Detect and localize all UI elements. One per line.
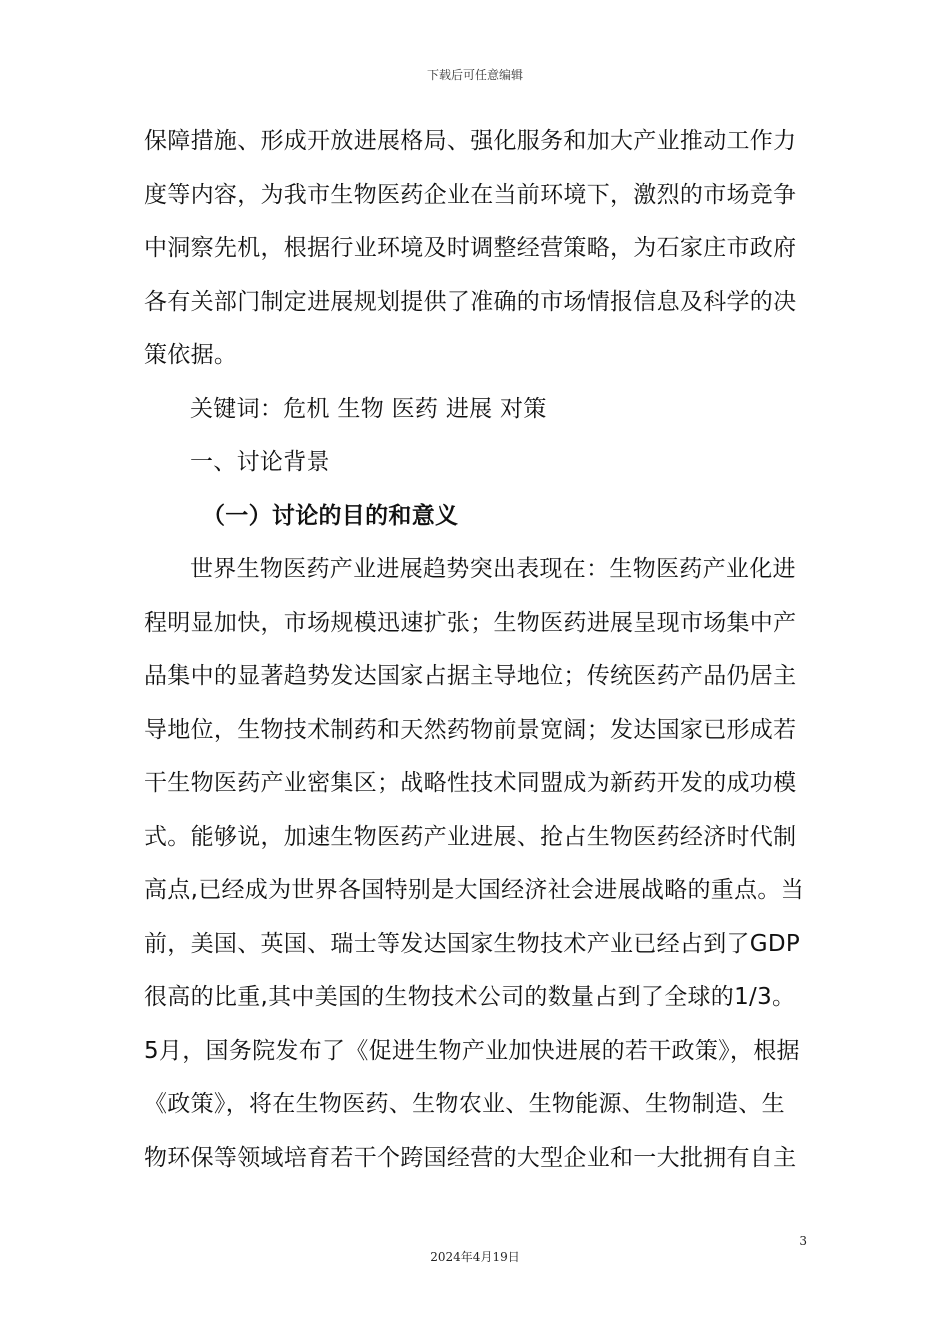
subsection-heading: （一）讨论的目的和意义 xyxy=(202,502,459,529)
keywords-line: 关键词：危机 生物 医药 进展 对策 xyxy=(190,395,547,422)
page-number: 3 xyxy=(799,1234,807,1248)
document-body xyxy=(144,115,808,1185)
section-heading: 一、讨论背景 xyxy=(190,449,330,475)
page-header: 下载后可任意编辑 xyxy=(426,68,523,82)
paragraph-main: 世界生物医药产业进展趋势突出表现在：生物医药产业化进程明显加快，市场规模迅速扩张；生物医药进展呈现市场集中产品集中的显著趋势发达国家占据主导地位；传统医药产品仍居主导地位，生物技术制药和天然药物前景宽阔；发达国家已形成若干生物医药产业密集区；战略性技术同盟成为新药开发的成功模式。能够说，加速生物医药产业进展、抢占生物医药经济时代制高点,已经成为世界各国特别是大国经济社会进展战略的重点。当前，美国、英国、瑞士等发达国家生物技术产业已经占到了GDP很高的比重,其中美国的生物技术公司的数量占到了全球的1/3。 5月，国务院发布了《促进生物产业加快进展的若干政策》，根据《政策》，将在生物医药、生物农业、生物能源、生物制造、生物环保等领域培育若干个跨国经营的大型企业和一大批拥有自主 xyxy=(144,556,805,1171)
paragraph-continued: 保障措施、形成开放进展格局、强化服务和加大产业推动工作力度等内容，为我市生物医药企业在当前环境下，激烈的市场竞争中洞察先机，根据行业环境及时调整经营策略，为石家庄市政府各有关部门制定进展规划提供了准确的市场情报信息及科学的决策依据。 xyxy=(144,128,797,368)
page-footer-date: 2024年4月19日 xyxy=(430,1250,520,1264)
